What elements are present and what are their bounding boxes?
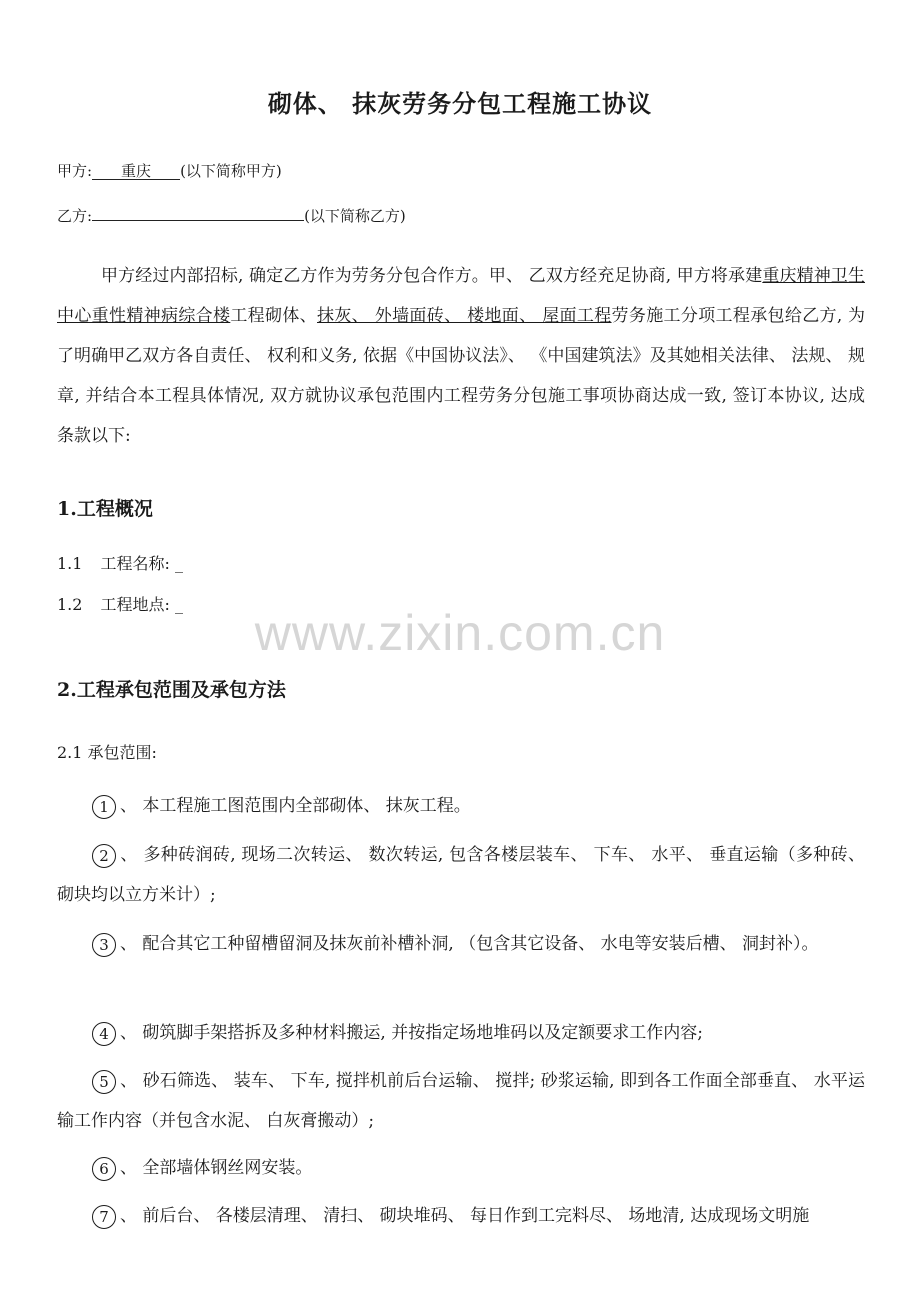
item-1-1-value: _ [174, 554, 183, 573]
scope-item-6-text: 、 全部墙体钢丝网安装。 [120, 1158, 313, 1178]
numbered-circle-4: 4 [92, 1022, 116, 1046]
item-1-2-number: 1.2 [57, 595, 83, 614]
item-1-1-label: 工程名称: [100, 554, 170, 573]
numbered-circle-7: 7 [92, 1205, 116, 1229]
item-1-2-value: _ [174, 595, 183, 614]
item-1-2-label: 工程地点: [100, 595, 170, 614]
project-name-underlined: 重庆精神卫生中心重性精神病综合楼 [57, 266, 865, 326]
party-a-label: 甲方: [57, 162, 93, 180]
scope-item-7 [57, 1196, 865, 1236]
scope-item-2 [57, 835, 865, 915]
party-b-label: 乙方: [57, 207, 93, 225]
scope-item-2-text: 、 多种砖润砖, 现场二次转运、 数次转运, 包含各楼层装车、 下车、 水平、 垂直运输（多种砖、 砌块均以立方米计）; [57, 845, 865, 905]
scope-item-1-text: 、 本工程施工图范围内全部砌体、 抹灰工程。 [120, 796, 471, 816]
section-2-heading: 2.工程承包范围及承包方法 [57, 679, 286, 701]
numbered-circle-6: 6 [92, 1157, 116, 1181]
scope-item-3 [57, 924, 865, 964]
section-1-heading: 1.工程概况 [57, 498, 153, 520]
numbered-circle-3: 3 [92, 933, 116, 957]
intro-paragraph [57, 256, 865, 456]
item-1-1-number: 1.1 [57, 554, 83, 573]
party-a-blank: 重庆 [92, 161, 180, 180]
scope-item-1 [57, 786, 865, 826]
party-b-blank [92, 202, 304, 221]
party-a-line [57, 161, 282, 181]
numbered-circle-5: 5 [92, 1070, 116, 1094]
item-1-1 [57, 551, 183, 574]
scope-item-3-text: 、 配合其它工种留槽留洞及抹灰前补槽补洞, （包含其它设备、 水电等安装后槽、 洞封补）。 [120, 934, 819, 954]
watermark: www.zixin.com.cn [254, 605, 666, 661]
party-b-suffix: (以下简称乙方) [304, 207, 406, 225]
scope-item-5 [57, 1061, 865, 1141]
scope-item-4-text: 、 砌筑脚手架搭拆及多种材料搬运, 并按指定场地堆码以及定额要求工作内容; [120, 1023, 703, 1043]
scope-item-5-text: 、 砂石筛选、 装车、 下车, 搅拌机前后台运输、 搅拌; 砂浆运输, 即到各工作面全部垂直、 水平运输工作内容（并包含水泥、 白灰膏搬动）; [57, 1071, 865, 1131]
item-2-1: 2.1 承包范围: [57, 743, 157, 762]
document-title: 砌体、 抹灰劳务分包工程施工协议 [267, 89, 653, 118]
intro-text-3: 劳务施工分项工程承包给乙方, 为了明确甲乙双方各自责任、 权利和义务, 依据《中国协议法》、 《中国建筑法》及其她相关法律、 法规、 规章, 并结合本工程具体情况, 双方就协议承包范围内工程劳务分包施工事项协商达成一致, 签订本协议, 达成条款以下: [57, 306, 866, 446]
numbered-circle-2: 2 [92, 844, 116, 868]
party-b-line [57, 202, 406, 226]
party-a-suffix: (以下简称甲方) [180, 162, 282, 180]
scope-item-7-text: 、 前后台、 各楼层清理、 清扫、 砌块堆码、 每日作到工完料尽、 场地清, 达成现场文明施 [120, 1206, 810, 1226]
scope-underlined: 抹灰、 外墙面砖、 楼地面、 屋面工程 [317, 306, 612, 326]
numbered-circle-1: 1 [92, 795, 116, 819]
intro-text-2: 工程砌体、 [230, 306, 317, 326]
intro-text-1: 甲方经过内部招标, 确定乙方作为劳务分包合作方。甲、 乙双方经充足协商, 甲方将承建 [101, 266, 763, 286]
scope-item-4 [57, 1013, 865, 1053]
scope-item-6 [57, 1148, 865, 1188]
